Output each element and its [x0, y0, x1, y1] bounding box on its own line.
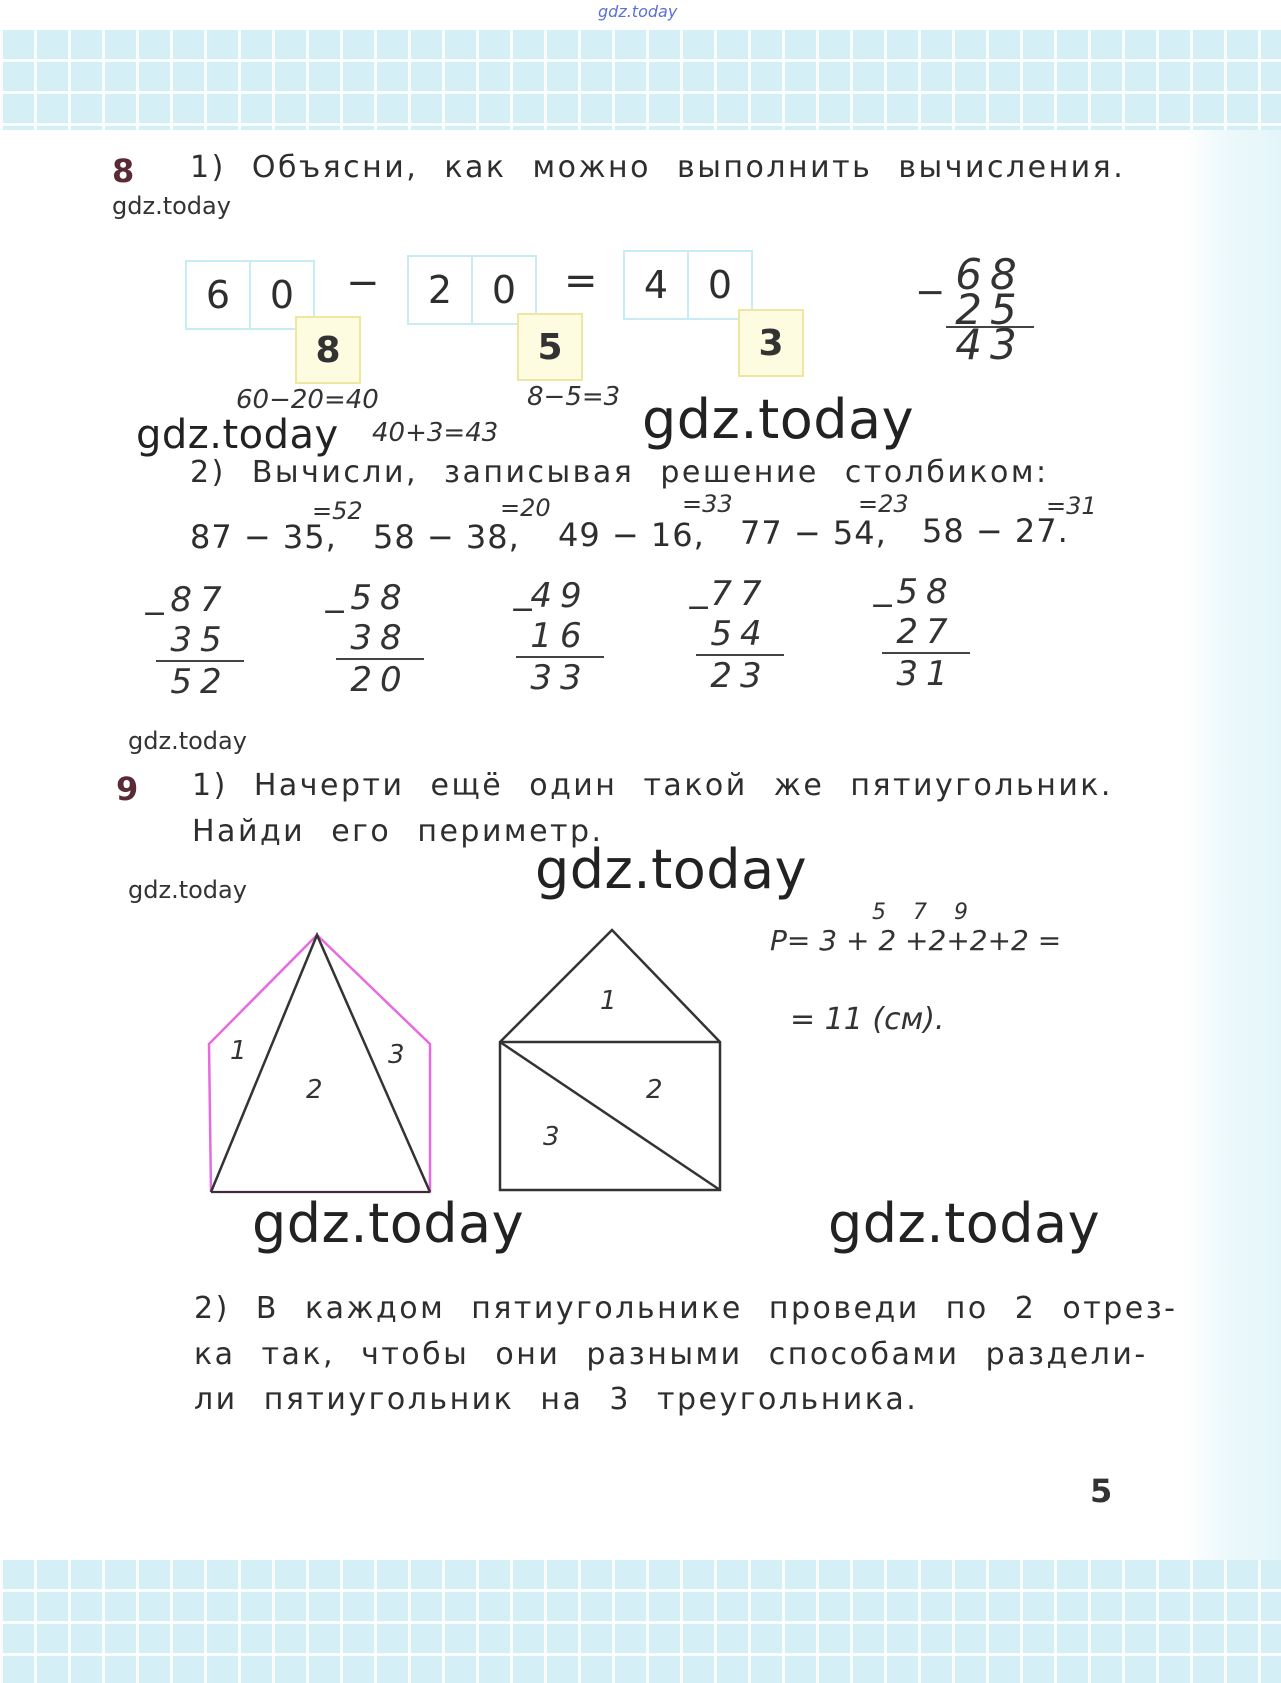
minus-sign: − [346, 260, 380, 306]
yellow-box: 5 [517, 313, 583, 381]
handwritten-answer: =20 [500, 494, 551, 522]
result: 20 [350, 660, 410, 700]
task-8-part1-text: 1) Объясни, как можно выполнить вычисления. [190, 150, 1126, 185]
watermark: gdz.today [128, 876, 247, 904]
subtrahend: 35 [170, 620, 230, 660]
watermark: gdz.today [535, 838, 808, 901]
pentagon-figures [190, 920, 750, 1210]
task-9-part2-line2: ка так, чтобы они разными способами раздели- [194, 1337, 1148, 1372]
handwritten-line: 60−20=40 [236, 385, 379, 415]
watermark: gdz.today [252, 1192, 525, 1255]
yellow-box: 3 [738, 309, 804, 377]
minuend: 58 [896, 572, 956, 612]
column-sign: − [686, 590, 712, 625]
digit-cell: 0 [269, 273, 295, 317]
equals-sign: = [564, 258, 598, 304]
triangle-label: 1 [600, 986, 617, 1016]
triangle-label: 1 [230, 1036, 247, 1066]
task-9-part2-line1: 2) В каждом пятиугольнике проведи по 2 отрез- [194, 1291, 1178, 1326]
triangle-label: 3 [388, 1040, 405, 1070]
watermark: gdz.today [112, 192, 231, 220]
result: 52 [170, 662, 230, 702]
handwritten-answer: =31 [1046, 492, 1097, 520]
column-subtraction [510, 576, 610, 698]
digit-cell: 0 [491, 268, 517, 312]
watermark: gdz.today [828, 1192, 1101, 1255]
task-9-part2-line3: ли пятиугольник на 3 треугольника. [194, 1382, 919, 1417]
triangle-label: 3 [543, 1122, 560, 1152]
task-8-part2-text: 2) Вычисли, записывая решение столбиком: [190, 455, 1049, 490]
perimeter-partials: 5 7 9 [872, 900, 978, 925]
watermark: gdz.today [136, 412, 339, 458]
minuend: 87 [170, 580, 230, 620]
column-subtraction [150, 580, 250, 702]
digit-cell: 2 [409, 257, 473, 323]
handwritten-line: 8−5=3 [527, 382, 621, 412]
result: 43 [955, 320, 1025, 369]
expression: 49 − 16, [558, 516, 705, 554]
decorative-band-top [0, 30, 1281, 130]
subtrahend: 16 [530, 616, 590, 656]
task-8-number: 8 [112, 152, 135, 190]
watermark: gdz.today [642, 388, 915, 451]
column-subtraction [330, 578, 430, 700]
digit-cell: 0 [707, 263, 733, 307]
watermark-top: gdz.today [598, 2, 678, 21]
subtrahend: 38 [350, 618, 410, 658]
expression: 87 − 35, [190, 518, 337, 556]
task-9-part1-line1: 1) Начерти ещё один такой же пятиугольник. [192, 768, 1113, 803]
subtrahend: 54 [710, 614, 770, 654]
subtrahend: 27 [896, 612, 956, 652]
minuend: 49 [530, 576, 590, 616]
digit-cell: 6 [187, 262, 251, 328]
column-sign: − [915, 272, 946, 313]
minuend: 68 [955, 250, 1025, 299]
number-box-40 [623, 250, 753, 320]
triangle-label: 2 [646, 1075, 663, 1105]
column-sign: − [510, 592, 536, 627]
result: 23 [710, 656, 770, 696]
column-subtraction-68-25 [940, 250, 1040, 369]
column-sign: − [142, 596, 168, 631]
result: 33 [530, 658, 590, 698]
expression: 58 − 27. [922, 512, 1069, 550]
result: 31 [896, 654, 956, 694]
expression: 77 − 54, [740, 514, 887, 552]
task-9-part1-line2: Найди его периметр. [192, 814, 604, 849]
decorative-band-bottom [0, 1560, 1281, 1683]
minuend: 77 [710, 574, 770, 614]
minuend: 58 [350, 578, 410, 618]
watermark: gdz.today [128, 727, 247, 755]
handwritten-answer: =23 [858, 490, 909, 518]
triangle-label: 2 [306, 1075, 323, 1105]
column-subtraction [876, 572, 976, 694]
handwritten-line: 40+3=43 [372, 418, 499, 448]
handwritten-answer: =33 [682, 490, 733, 518]
column-sign: − [322, 594, 348, 629]
yellow-box: 8 [295, 316, 361, 384]
expression: 58 − 38, [373, 518, 520, 556]
task-9-number: 9 [116, 770, 139, 808]
handwritten-answer: =52 [312, 497, 363, 525]
subtrahend: 25 [955, 285, 1025, 334]
right-pentagon [500, 930, 720, 1190]
decorative-right-strip [1185, 130, 1281, 1560]
perimeter-line: P= 3 + 2 +2+2+2 = [770, 924, 1062, 957]
column-sign: − [870, 588, 896, 623]
digit-cell: 4 [625, 252, 689, 318]
page-number: 5 [1090, 1472, 1113, 1510]
column-subtraction [690, 574, 790, 696]
perimeter-result: = 11 (см). [790, 1002, 945, 1037]
